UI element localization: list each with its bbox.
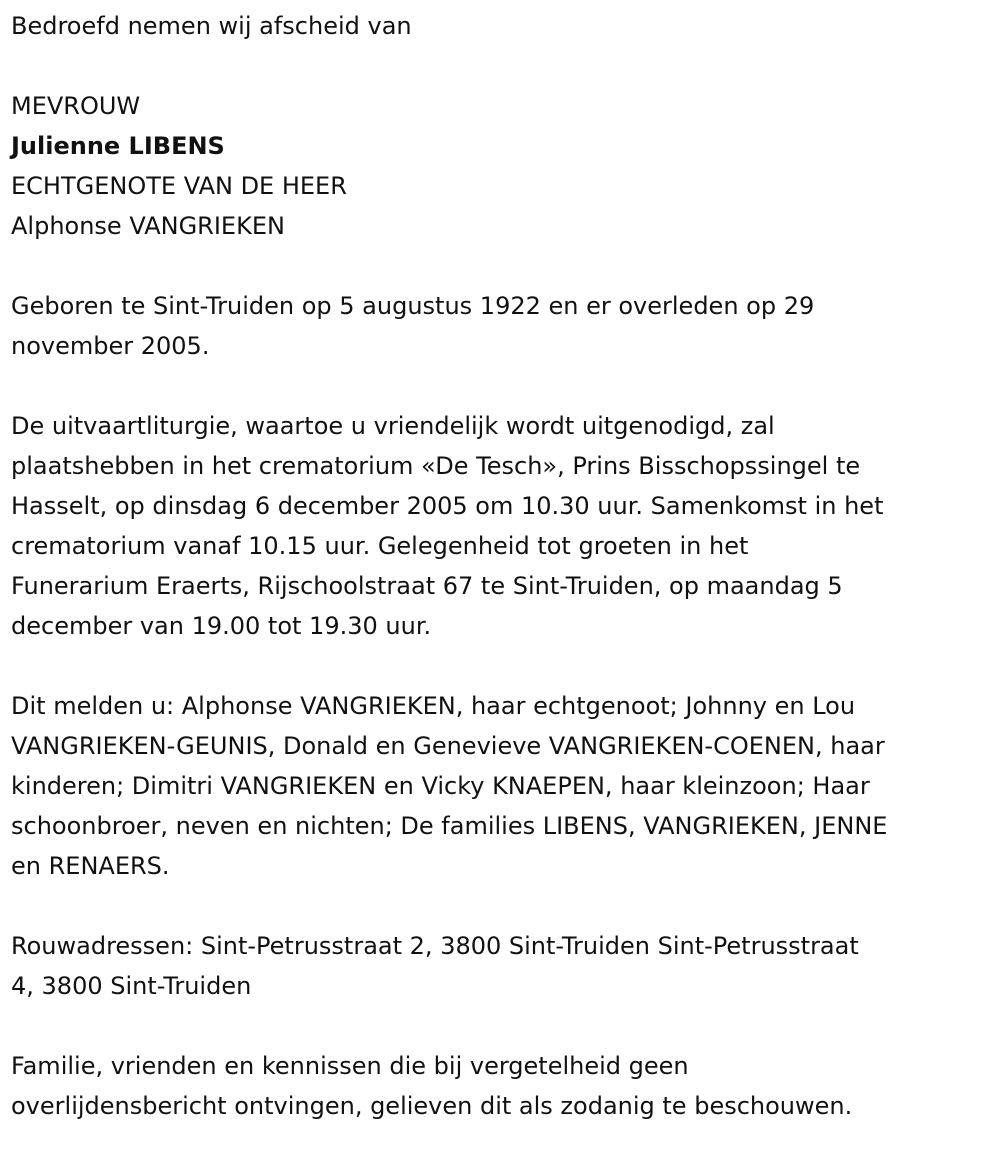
addresses-paragraph <box>11 926 986 1006</box>
funeral-line: crematorium vanaf 10.15 uur. Gelegenheid tot groeten in het <box>11 532 749 560</box>
funeral-line: Funerarium Eraerts, Rijschoolstraat 67 te Sint-Truiden, op maandag 5 <box>11 572 843 600</box>
funeral-line: De uitvaartliturgie, waartoe u vriendelijk wordt uitgenodigd, zal <box>11 412 775 440</box>
spacer <box>11 1006 986 1046</box>
birth-death-line: Geboren te Sint-Truiden op 5 augustus 1922 en er overleden op 29 <box>11 292 815 320</box>
spouse-name: Alphonse VANGRIEKEN <box>11 212 285 240</box>
announcers-line: kinderen; Dimitri VANGRIEKEN en Vicky KNAEPEN, haar kleinzoon; Haar <box>11 772 870 800</box>
spacer <box>11 366 986 406</box>
relation-text: ECHTGENOTE VAN DE HEER <box>11 172 347 200</box>
intro-text: Bedroefd nemen wij afscheid van <box>11 12 412 40</box>
spacer <box>11 246 986 286</box>
funeral-line: plaatshebben in het crematorium «De Tesch», Prins Bisschopssingel te <box>11 452 861 480</box>
announcers-line: VANGRIEKEN-GEUNIS, Donald en Genevieve VANGRIEKEN-COENEN, haar <box>11 732 885 760</box>
addresses-line: 4, 3800 Sint-Truiden <box>11 972 252 1000</box>
announcers-line: schoonbroer, neven en nichten; De families LIBENS, VANGRIEKEN, JENNE <box>11 812 888 840</box>
closing-line: Familie, vrienden en kennissen die bij vergetelheid geen <box>11 1052 689 1080</box>
announcers-line: Dit melden u: Alphonse VANGRIEKEN, haar echtgenoot; Johnny en Lou <box>11 692 856 720</box>
funeral-line: december van 19.00 tot 19.30 uur. <box>11 612 432 640</box>
birth-death-line: november 2005. <box>11 332 210 360</box>
deceased-name: Julienne LIBENS <box>11 132 225 160</box>
funeral-line: Hasselt, op dinsdag 6 december 2005 om 10.30 uur. Samenkomst in het <box>11 492 884 520</box>
announcers-line: en RENAERS. <box>11 852 170 880</box>
title-text: MEVROUW <box>11 92 141 120</box>
spacer <box>11 46 986 86</box>
announcers-paragraph <box>11 686 986 886</box>
spacer <box>11 886 986 926</box>
addresses-line: Rouwadressen: Sint-Petrusstraat 2, 3800 Sint-Truiden Sint-Petrusstraat <box>11 932 859 960</box>
obituary-notice <box>11 6 986 1126</box>
birth-death-paragraph <box>11 286 986 366</box>
funeral-paragraph <box>11 406 986 646</box>
closing-paragraph <box>11 1046 986 1126</box>
closing-line: overlijdensbericht ontvingen, gelieven dit als zodanig te beschouwen. <box>11 1092 853 1120</box>
spacer <box>11 646 986 686</box>
